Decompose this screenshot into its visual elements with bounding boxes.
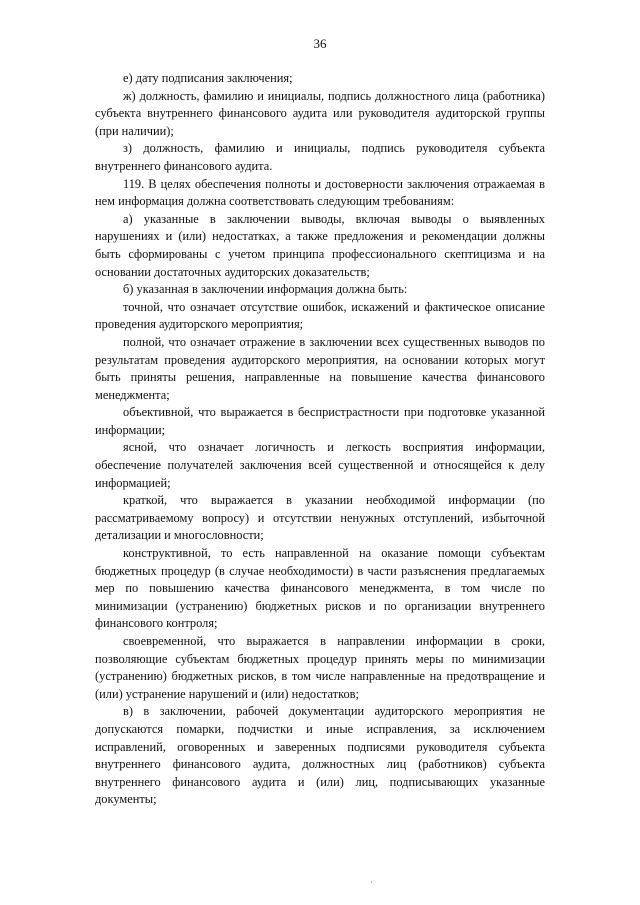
paragraph: е) дату подписания заключения; — [123, 71, 293, 85]
paragraph: конструктивной, то есть направленной на оказание помощи субъектам бюджетных процедур (в случае необходимости) в части разъяснения предлагаемых мер по повышению качества финансового менеджмента, в том числе по минимизации (устранению) бюджетных рисков и по организации внутреннего финансового контроля; — [95, 546, 545, 631]
scan-mark: ` — [370, 880, 373, 890]
document-body — [95, 70, 545, 809]
paragraph: объективной, что выражается в беспристрастности при подготовке указанной информации; — [95, 405, 545, 437]
paragraph: своевременной, что выражается в направлении информации в сроки, позволяющие субъектам бюджетных процедур принять меры по минимизации (устранению) бюджетных рисков, в том числе направленные на предотвращение и (или) устранение нарушений и (или) недостатков; — [95, 634, 545, 701]
paragraph: в) в заключении, рабочей документации аудиторского мероприятия не допускаются помарки, подчистки и иные исправления, за исключением исправлений, оговоренных и заверенных подписями руководителя субъекта внутреннего финансового аудита, должностных лиц (работников) субъекта внутреннего финансового аудита и (или) лиц, подписывающих указанные документы; — [95, 704, 545, 807]
paragraph: а) указанные в заключении выводы, включая выводы о выявленных нарушениях и (или) недостатках, а также предложения и рекомендации должны быть сформированы с учетом принципа профессионального скептицизма и на основании достаточных аудиторских доказательств; — [95, 211, 545, 279]
paragraph: полной, что означает отражение в заключении всех существенных выводов по результатам проведения аудиторского мероприятия, на основании которых могут быть приняты решения, направленные на повышение качества финансового менеджмента; — [95, 334, 545, 402]
paragraph: краткой, что выражается в указании необходимой информации (по рассматриваемому вопросу) и отсутствии ненужных отступлений, избыточной детализации и многословности; — [95, 493, 545, 543]
paragraph: з) должность, фамилию и инициалы, подпись руководителя субъекта внутреннего финансового аудита. — [95, 141, 545, 173]
paragraph: ж) должность, фамилию и инициалы, подпись должностного лица (работника) субъекта внутреннего финансового аудита или руководителя аудиторской группы (при наличии); — [95, 88, 545, 138]
paragraph: точной, что означает отсутствие ошибок, искажений и фактическое описание проведения аудиторского мероприятия; — [95, 299, 545, 332]
paragraph: б) указанная в заключении информация должна быть: — [123, 282, 408, 297]
paragraph: 119. В целях обеспечения полноты и достоверности заключения отражаемая в нем информация должна соответствовать следующим требованиям: — [95, 176, 545, 209]
paragraph: ясной, что означает логичность и легкость восприятия информации, обеспечение получателей заключения всей существенной и относящейся к делу информацией; — [95, 440, 545, 490]
page-number: 36 — [313, 36, 327, 51]
